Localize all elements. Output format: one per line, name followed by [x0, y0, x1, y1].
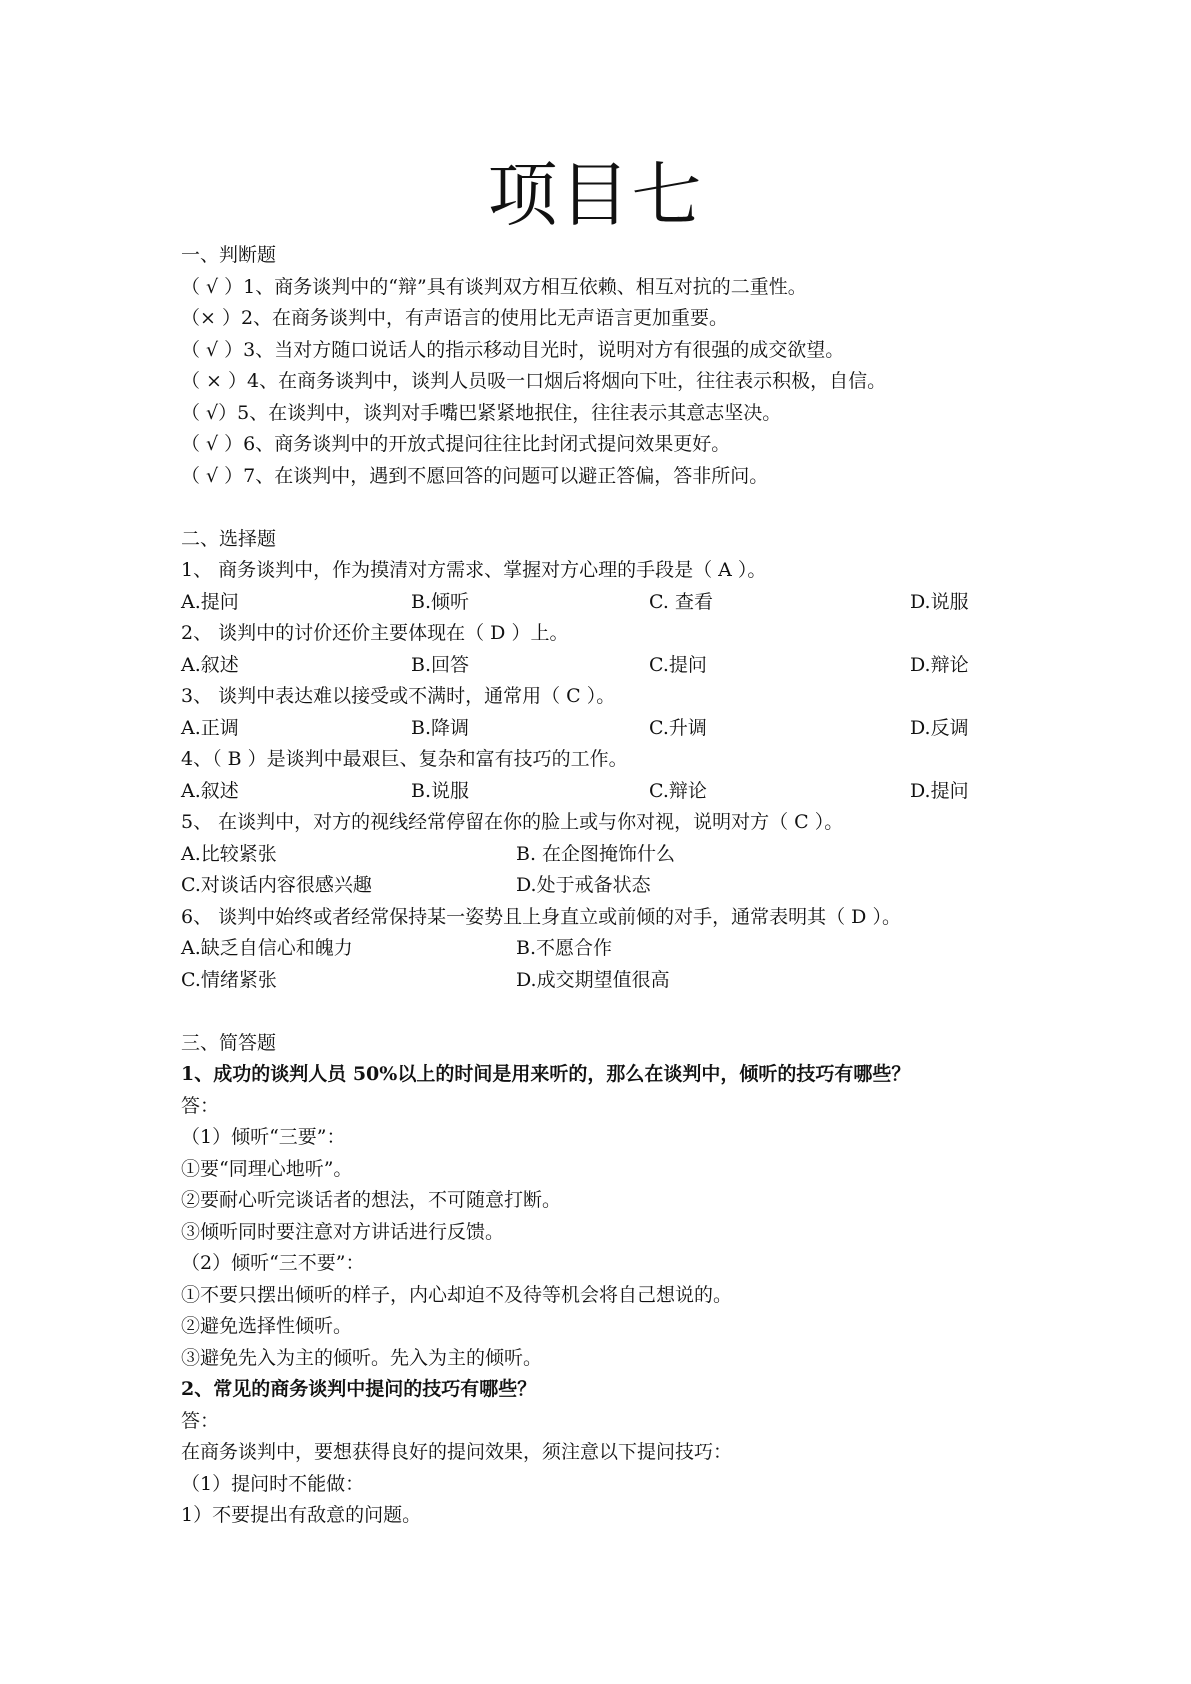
option-c: C.情绪紧张: [181, 968, 277, 991]
choice-question: 3、 谈判中表达难以接受或不满时，通常用（ C ）。: [181, 685, 616, 707]
spacer: [181, 492, 1021, 524]
option-a: A.比较紧张: [181, 842, 277, 865]
section-heading-choice: 二、选择题: [181, 527, 277, 550]
judgment-item: （ √ ）7、在谈判中，遇到不愿回答的问题可以避正答偏，答非所问。: [181, 464, 769, 487]
option-c: C.提问: [649, 653, 707, 676]
answer-line: ②避免选择性倾听。: [181, 1315, 353, 1337]
short-answer-question: 1、成功的谈判人员 50%以上的时间是用来听的，那么在谈判中，倾听的技巧有哪些？: [181, 1063, 911, 1085]
answer-line: （1）倾听“三要”：: [181, 1126, 346, 1148]
option-d: D.处于戒备状态: [516, 874, 651, 896]
section-heading-short-answer: 三、简答题: [181, 1031, 277, 1054]
answer-line: 在商务谈判中，要想获得良好的提问效果，须注意以下提问技巧：: [181, 1441, 733, 1463]
option-a: A.叙述: [181, 653, 239, 676]
judgment-item: （ × ）4、在商务谈判中，谈判人员吸一口烟后将烟向下吐，往往表示积极，自信。: [181, 370, 887, 392]
answer-line: （1）提问时不能做：: [181, 1472, 365, 1495]
judgment-item: （ √ ）6、商务谈判中的开放式提问往往比封闭式提问效果更好。: [181, 433, 731, 455]
option-b: B.回答: [411, 653, 470, 676]
choice-question: 2、 谈判中的讨价还价主要体现在（ D ）上。: [181, 622, 569, 644]
answer-line: 1）不要提出有敌意的问题。: [181, 1504, 422, 1526]
choice-options: [181, 713, 1021, 745]
short-answer-question: 2、常见的商务谈判中提问的技巧有哪些？: [181, 1378, 537, 1400]
option-d: D.说服: [910, 590, 969, 613]
choice-options: [181, 650, 1021, 682]
option-d: D.提问: [910, 779, 969, 802]
option-d: D.反调: [910, 716, 969, 739]
choice-question: 5、 在谈判中，对方的视线经常停留在你的脸上或与你对视，说明对方（ C ）。: [181, 811, 844, 833]
option-c: C.辩论: [649, 779, 707, 802]
judgment-item: （ √ ）1、商务谈判中的“辩”具有谈判双方相互依赖、相互对抗的二重性。: [181, 275, 807, 298]
option-c: C. 查看: [649, 590, 713, 613]
option-b: B.说服: [411, 779, 470, 802]
option-d: D.成交期望值很高: [516, 968, 670, 991]
document-body: [181, 240, 1021, 1532]
option-d: D.辩论: [910, 653, 969, 676]
option-a: A.缺乏自信心和魄力: [181, 937, 353, 959]
option-b: B.降调: [411, 716, 470, 739]
answer-line: ③避免先入为主的倾听。先入为主的倾听。: [181, 1346, 543, 1369]
option-c: C.对谈话内容很感兴趣: [181, 874, 372, 896]
answer-label: 答：: [181, 1094, 220, 1117]
option-c: C.升调: [649, 716, 707, 739]
option-b: B.倾听: [411, 590, 470, 613]
choice-question: 6、 谈判中始终或者经常保持某一姿势且上身直立或前倾的对手，通常表明其（ D ）。: [181, 905, 901, 928]
answer-line: （2）倾听“三不要”：: [181, 1252, 365, 1274]
answer-line: ①不要只摆出倾听的样子，内心却迫不及待等机会将自己想说的。: [181, 1283, 733, 1306]
judgment-item: （ √）5、在谈判中，谈判对手嘴巴紧紧地抿住，往往表示其意志坚决。: [181, 401, 782, 424]
choice-options: [181, 776, 1021, 808]
choice-question: 1、 商务谈判中，作为摸清对方需求、掌握对方心理的手段是（ A ）。: [181, 559, 767, 581]
judgment-item: （ √ ）3、当对方随口说话人的指示移动目光时，说明对方有很强的成交欲望。: [181, 338, 845, 361]
option-b: B.不愿合作: [516, 937, 613, 959]
option-b: B. 在企图掩饰什么: [516, 842, 676, 865]
choice-options: [181, 839, 1021, 871]
choice-options: [181, 587, 1021, 619]
spacer: [181, 996, 1021, 1028]
choice-options: [181, 965, 1021, 997]
choice-question: 4、（ B ）是谈判中最艰巨、复杂和富有技巧的工作。: [181, 748, 628, 770]
answer-line: ①要“同理心地听”。: [181, 1157, 353, 1180]
answer-line: ③倾听同时要注意对方讲话进行反馈。: [181, 1220, 505, 1243]
option-a: A.叙述: [181, 779, 239, 802]
judgment-item: （× ）2、在商务谈判中，有声语言的使用比无声语言更加重要。: [181, 307, 729, 329]
choice-options: [181, 870, 1021, 902]
answer-line: ②要耐心听完谈话者的想法，不可随意打断。: [181, 1189, 562, 1211]
answer-label: 答：: [181, 1409, 220, 1432]
option-a: A.正调: [181, 716, 239, 739]
section-heading-judgment: 一、判断题: [181, 244, 277, 266]
page-title: 项目七: [487, 154, 704, 236]
choice-options: [181, 933, 1021, 965]
option-a: A.提问: [181, 590, 239, 613]
